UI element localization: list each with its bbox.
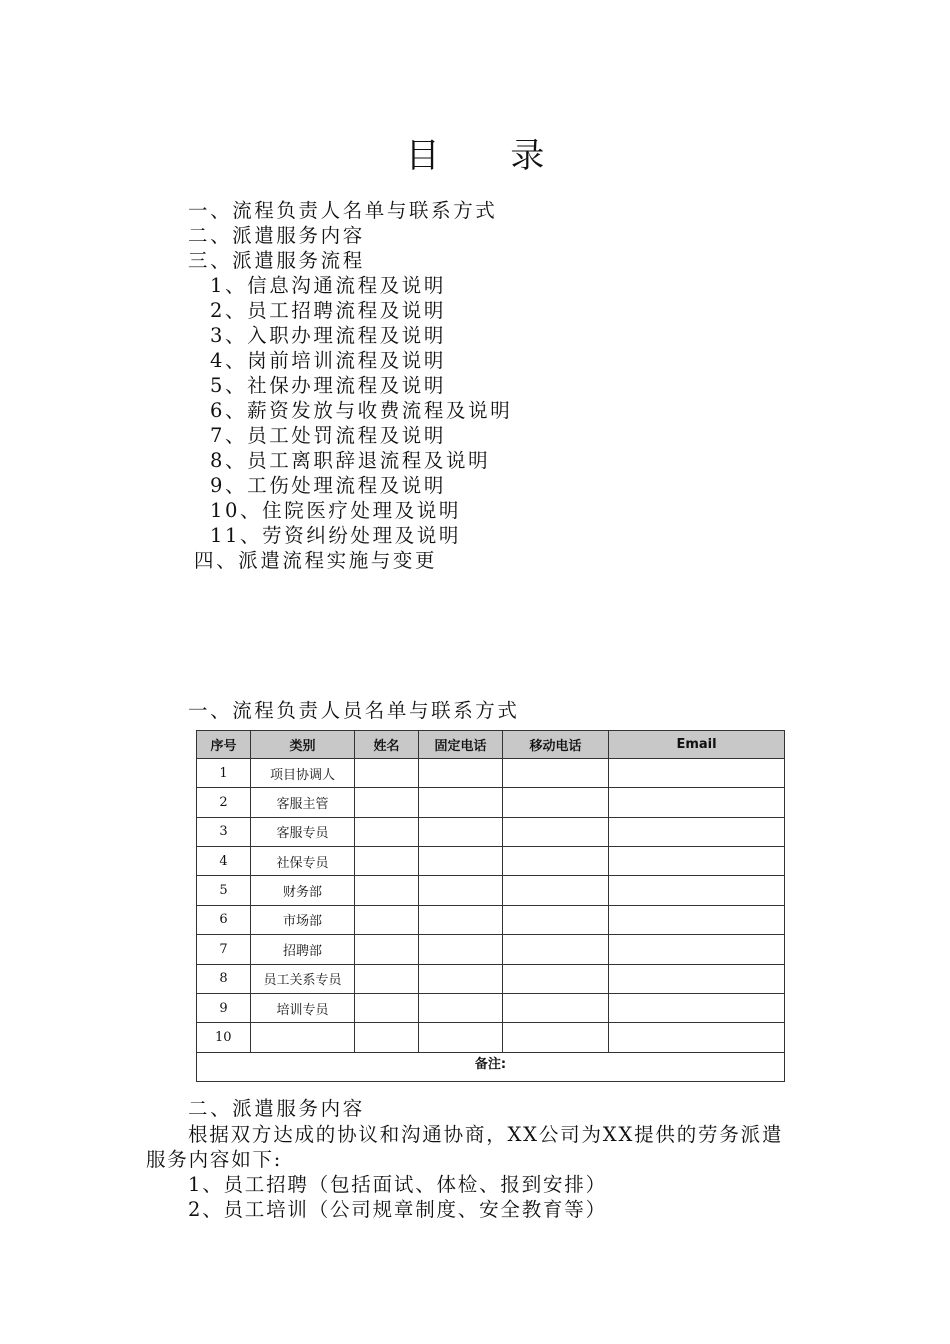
row-category: 财务部 <box>251 876 355 905</box>
cell-email <box>609 935 785 964</box>
cell-landline <box>419 876 503 905</box>
toc-item: 二、派遣服务内容 <box>188 224 365 247</box>
page-title: 目 录 <box>405 136 575 176</box>
row-number: 10 <box>197 1023 251 1052</box>
cell-landline <box>419 905 503 934</box>
column-header: Email <box>609 731 785 759</box>
row-number: 7 <box>197 935 251 964</box>
toc-item: 3、入职办理流程及说明 <box>210 324 447 347</box>
column-header: 固定电话 <box>419 731 503 759</box>
cell-landline <box>419 993 503 1022</box>
cell-name <box>355 935 419 964</box>
cell-mobile <box>503 1023 609 1052</box>
table-row <box>197 759 785 788</box>
cell-landline <box>419 935 503 964</box>
cell-email <box>609 993 785 1022</box>
table-row <box>197 905 785 934</box>
row-number: 2 <box>197 788 251 817</box>
row-category: 市场部 <box>251 905 355 934</box>
toc-item: 4、岗前培训流程及说明 <box>210 349 447 372</box>
remarks-label: 备注: <box>197 1052 785 1081</box>
cell-mobile <box>503 788 609 817</box>
cell-email <box>609 759 785 788</box>
row-number: 6 <box>197 905 251 934</box>
toc-item: 7、员工处罚流程及说明 <box>210 424 447 447</box>
cell-mobile <box>503 993 609 1022</box>
row-number: 5 <box>197 876 251 905</box>
cell-name <box>355 759 419 788</box>
cell-mobile <box>503 817 609 846</box>
row-category: 员工关系专员 <box>251 964 355 993</box>
cell-landline <box>419 964 503 993</box>
column-header: 移动电话 <box>503 731 609 759</box>
section-heading-services: 二、派遣服务内容 <box>188 1097 365 1120</box>
row-number: 3 <box>197 817 251 846</box>
toc-item: 9、工伤处理流程及说明 <box>210 474 447 497</box>
row-category <box>251 1023 355 1052</box>
remarks-row <box>197 1052 785 1081</box>
row-category: 培训专员 <box>251 993 355 1022</box>
cell-name <box>355 817 419 846</box>
toc-item: 1、信息沟通流程及说明 <box>210 274 447 297</box>
row-category: 客服专员 <box>251 817 355 846</box>
column-header: 序号 <box>197 731 251 759</box>
cell-name <box>355 964 419 993</box>
table-row <box>197 993 785 1022</box>
cell-landline <box>419 788 503 817</box>
row-category: 招聘部 <box>251 935 355 964</box>
cell-name <box>355 1023 419 1052</box>
row-number: 4 <box>197 847 251 876</box>
table-row <box>197 876 785 905</box>
table-row <box>197 1023 785 1052</box>
column-header: 姓名 <box>355 731 419 759</box>
toc-item: 11、劳资纠纷处理及说明 <box>210 524 462 547</box>
row-number: 1 <box>197 759 251 788</box>
contacts-table <box>196 730 785 1082</box>
cell-email <box>609 1023 785 1052</box>
toc-item: 5、社保办理流程及说明 <box>210 374 447 397</box>
section-heading-contacts: 一、流程负责人员名单与联系方式 <box>188 699 520 722</box>
cell-landline <box>419 759 503 788</box>
row-number: 9 <box>197 993 251 1022</box>
cell-email <box>609 905 785 934</box>
cell-mobile <box>503 905 609 934</box>
toc-item: 三、派遣服务流程 <box>188 249 365 272</box>
table-header-row <box>197 731 785 759</box>
table-row <box>197 847 785 876</box>
cell-name <box>355 788 419 817</box>
table-row <box>197 935 785 964</box>
cell-email <box>609 964 785 993</box>
column-header: 类别 <box>251 731 355 759</box>
service-item: 2、员工培训（公司规章制度、安全教育等） <box>188 1198 607 1221</box>
cell-mobile <box>503 847 609 876</box>
cell-landline <box>419 817 503 846</box>
row-category: 客服主管 <box>251 788 355 817</box>
cell-email <box>609 788 785 817</box>
row-category: 社保专员 <box>251 847 355 876</box>
cell-mobile <box>503 935 609 964</box>
cell-landline <box>419 1023 503 1052</box>
toc-item: 10、住院医疗处理及说明 <box>210 499 462 522</box>
cell-email <box>609 847 785 876</box>
toc-item: 6、薪资发放与收费流程及说明 <box>210 399 513 422</box>
intro-paragraph-line2: 服务内容如下: <box>146 1148 283 1171</box>
table-row <box>197 788 785 817</box>
row-category: 项目协调人 <box>251 759 355 788</box>
cell-mobile <box>503 964 609 993</box>
cell-email <box>609 817 785 846</box>
row-number: 8 <box>197 964 251 993</box>
cell-name <box>355 847 419 876</box>
toc-item: 一、流程负责人名单与联系方式 <box>188 199 498 222</box>
cell-name <box>355 876 419 905</box>
toc-item: 四、派遣流程实施与变更 <box>194 549 438 572</box>
table-row <box>197 817 785 846</box>
cell-mobile <box>503 759 609 788</box>
cell-landline <box>419 847 503 876</box>
cell-mobile <box>503 876 609 905</box>
intro-paragraph-line1: 根据双方达成的协议和沟通协商，XX公司为XX提供的劳务派遣 <box>188 1123 784 1146</box>
cell-email <box>609 876 785 905</box>
service-item: 1、员工招聘（包括面试、体检、报到安排） <box>188 1173 607 1196</box>
toc-item: 8、员工离职辞退流程及说明 <box>210 449 491 472</box>
toc-item: 2、员工招聘流程及说明 <box>210 299 447 322</box>
table-row <box>197 964 785 993</box>
cell-name <box>355 993 419 1022</box>
cell-name <box>355 905 419 934</box>
